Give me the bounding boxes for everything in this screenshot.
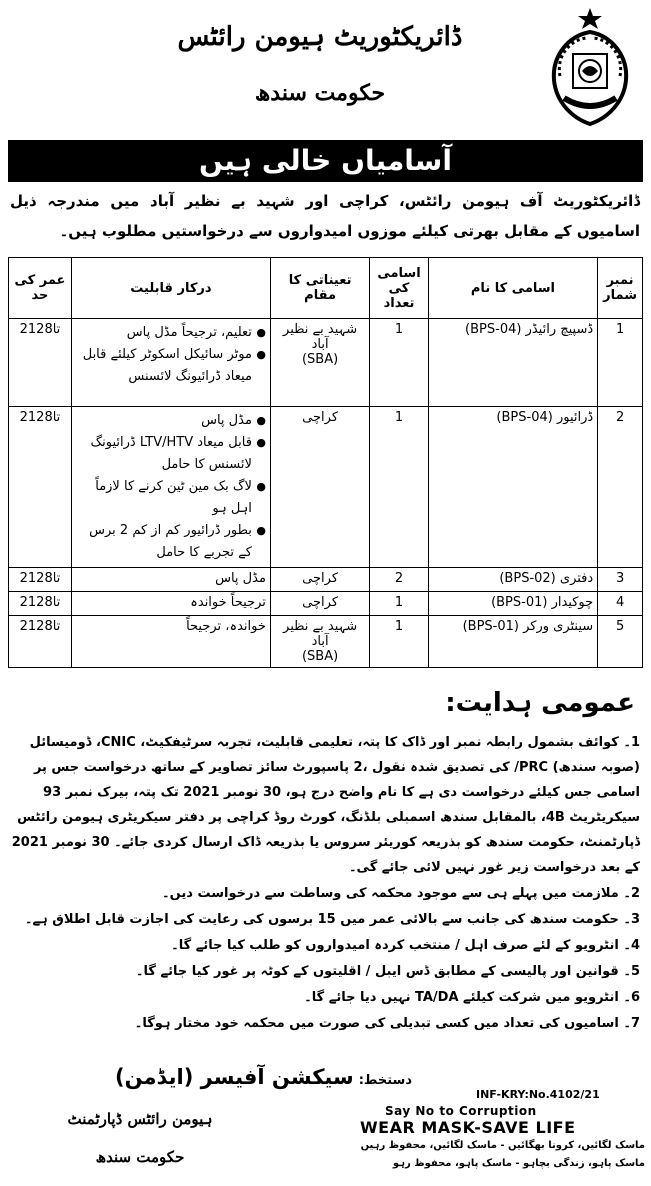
- header-subtitle: حکومت سندھ: [254, 80, 386, 106]
- general-instructions-list: [10, 730, 640, 1037]
- anti-corruption-slogan: Say No to Corruption: [385, 1104, 537, 1118]
- table-row: [9, 407, 643, 568]
- instruction-item: 1۔ کوائف بشمول رابطہ نمبر اور ڈاک کا پتہ، تعلیمی قابلیت، تجربہ سرٹیفکیٹ، CNIC، ڈومیسائل (صوبہ سندھ) PRC/ کی تصدیق شدہ نقول ،2 پاسپورٹ سائز تصاویر کے ساتھ درخواست جس پر اسامی جس کیلئے درخواست دی ہے کا نام واضح درج ہو، 30 نومبر 2021 تک پتہ، بیرک نمبر 93 سیکریٹریٹ 4B، بالمقابل سندھ اسمبلی بلڈنگ، کورٹ روڈ کراچی پر دفتر سیکریٹری ہیومن رائٹس ڈپارٹمنٹ، حکومت سندھ کو بذریعہ کوریئر سروس یا بذریعہ ڈاک ارسال کردی جائے۔ 30 نومبر 2021 کے بعد درخواست زیر غور نہیں لائی جائے گی۔: [11, 735, 640, 875]
- col-serial-number: نمبر شمار: [598, 258, 643, 319]
- row-post-name: دفتری (BPS-02): [428, 568, 597, 592]
- col-qualification: درکار قابلیت: [71, 258, 270, 319]
- urdu-slogan-line-1: ماسک لگائیں، کرونا بھگائیں - ماسک لگائیں، محفوظ رہیں: [360, 1140, 645, 1151]
- intro-paragraph: ڈائریکٹوریٹ آف ہیومن رائٹس، کراچی اور شہید بے نظیر آباد میں مندرجہ ذیل اسامیوں کے مقابل بھرتی کیلئے موزوں امیدواروں سے درخواستیں مطلوب ہیں۔: [10, 192, 640, 240]
- row-age: 21تا28: [9, 407, 72, 568]
- row-place: شہید بے نظیر آباد (SBA): [270, 319, 369, 407]
- row-age: 21تا28: [9, 616, 72, 668]
- general-instructions-title: عمومی ہدایت:: [445, 688, 635, 718]
- instruction-item: 5۔ قوانین اور پالیسی کے مطابق ڈس ایبل / اقلیتوں کے کوٹہ پر غور کیا جائے گا۔: [135, 964, 640, 979]
- vacancies-banner: آسامیاں خالی ہیں: [8, 140, 643, 182]
- row-age: 21تا28: [9, 568, 72, 592]
- qualification-item: ● بطور ڈرائیور کم از کم 2 برس کے تجربے کا حامل: [76, 520, 252, 564]
- row-qualification: خواندہ، ترجیحاً: [71, 616, 270, 668]
- row-place: شہید بے نظیر آباد (SBA): [270, 616, 369, 668]
- row-count: 2: [370, 568, 428, 592]
- row-place: کراچی: [270, 592, 369, 616]
- row-post-name: ڈرائیور (BPS-04): [428, 407, 597, 568]
- row-serial: 1: [598, 319, 643, 407]
- government-name: حکومت سندھ: [95, 1148, 185, 1166]
- row-serial: 4: [598, 592, 643, 616]
- row-serial: 2: [598, 407, 643, 568]
- row-count: 1: [370, 319, 428, 407]
- table-row: [9, 568, 643, 592]
- col-post-count: اسامی کی تعداد: [370, 258, 428, 319]
- qualification-item: ● مڈل پاس: [76, 410, 252, 432]
- row-age: 21تا28: [9, 319, 72, 407]
- row-age: 21تا28: [9, 592, 72, 616]
- reference-number: INF-KRY:No.4102/21: [476, 1088, 600, 1101]
- row-qualification: ترجیحاً خواندہ: [71, 592, 270, 616]
- qualification-item: ● لاگ بک مین ٹین کرنے کا لازماً اہل ہو: [76, 476, 252, 520]
- urdu-slogan-line-2: ماسک پاہو، زندگی بچاہو - ماسک پاہو، محفوظ رہو: [392, 1158, 645, 1169]
- government-of-sindh-emblem-icon: [540, 6, 640, 128]
- row-count: 1: [370, 616, 428, 668]
- qualification-item: ● موٹر سائیکل اسکوٹر کیلئے قابل میعاد ڈرائیونگ لائسنس: [76, 344, 252, 388]
- vacancies-table: [8, 257, 643, 668]
- row-place: کراچی: [270, 568, 369, 592]
- row-qualification: مڈل پاس: [71, 568, 270, 592]
- row-qualification: [71, 319, 270, 407]
- mask-slogan: WEAR MASK-SAVE LIFE: [360, 1118, 576, 1137]
- table-header-row: [9, 258, 643, 319]
- table-row: [9, 616, 643, 668]
- department-name: ہیومن رائٹس ڈپارٹمنٹ: [67, 1110, 213, 1128]
- table-row: [9, 319, 643, 407]
- row-post-name: چوکیدار (BPS-01): [428, 592, 597, 616]
- row-qualification: [71, 407, 270, 568]
- row-count: 1: [370, 407, 428, 568]
- instruction-item: 6۔ انٹرویو میں شرکت کیلئے TA/DA نہیں دیا جائے گا۔: [304, 990, 640, 1005]
- row-post-name: ڈسپیچ رائیڈر (BPS-04): [428, 319, 597, 407]
- col-posting-place: تعیناتی کا مقام: [270, 258, 369, 319]
- qualification-item: ● قابل میعاد LTV/HTV ڈرائیونگ لائسنس کا حامل: [76, 432, 252, 476]
- instruction-item: 7۔ اسامیوں کی تعداد میں کسی تبدیلی کی صورت میں محکمہ خود مختار ہوگا۔: [134, 1016, 640, 1031]
- row-post-name: سینٹری ورکر (BPS-01): [428, 616, 597, 668]
- qualification-item: ● تعلیم، ترجیحاً مڈل پاس: [76, 322, 252, 344]
- instruction-item: 4۔ انٹرویو کے لئے صرف اہل / منتخب کردہ امیدواروں کو طلب کیا جائے گا۔: [171, 938, 640, 953]
- col-age-limit: عمر کی حد: [9, 258, 72, 319]
- header-title: ڈائریکٹوریٹ ہیومن رائٹس: [177, 22, 463, 52]
- signature-block: [12, 1065, 412, 1089]
- table-row: [9, 592, 643, 616]
- row-place: کراچی: [270, 407, 369, 568]
- section-officer-title: سیکشن آفیسر (ایڈمن): [115, 1065, 354, 1089]
- row-count: 1: [370, 592, 428, 616]
- col-post-name: اسامی کا نام: [428, 258, 597, 319]
- signature-label: دستخط:: [358, 1073, 412, 1088]
- instruction-item: 3۔ حکومت سندھ کی جانب سے بالائی عمر میں 15 برسوں کی رعایت کی اجازت قابل اطلاق ہے۔: [24, 912, 640, 927]
- row-serial: 3: [598, 568, 643, 592]
- instruction-item: 2۔ ملازمت میں پہلے ہی سے موجود محکمہ کی وساطت سے درخواست دیں۔: [162, 886, 640, 901]
- row-serial: 5: [598, 616, 643, 668]
